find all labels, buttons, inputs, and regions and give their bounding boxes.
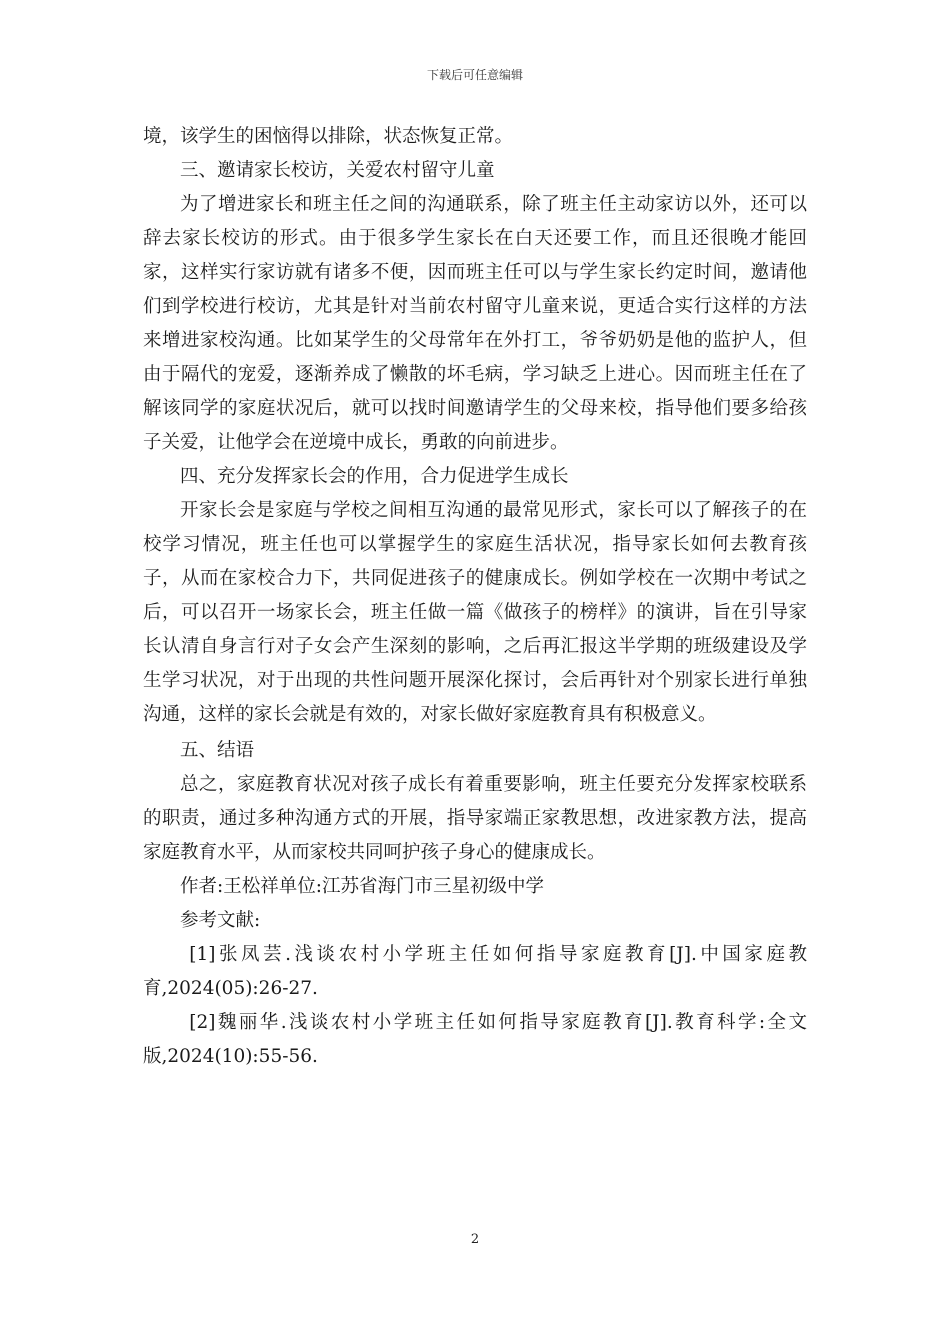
section-heading-3: 三、邀请家长校访，关爱农村留守儿童 <box>180 160 495 181</box>
paragraph-continuation: 境，该学生的困恼得以排除，状态恢复正常。 <box>143 126 514 147</box>
document-body <box>143 120 807 1074</box>
references-title: 参考文献: <box>180 910 261 931</box>
reference-item-1: [1]张凤芸.浅谈农村小学班主任如何指导家庭教育[J].中国家庭教育,2024(05):26-27. <box>143 944 807 999</box>
paragraph-section-3: 为了增进家长和班主任之间的沟通联系，除了班主任主动家访以外，还可以辞去家长校访的形式。由于很多学生家长在白天还要工作，而且还很晚才能回家，这样实行家访就有诸多不便，因而班主任可以与学生家长约定时间，邀请他们到学校进行校访，尤其是针对当前农村留守儿童来说，更适合实行这样的方法来增进家校沟通。比如某学生的父母常年在外打工，爷爷奶奶是他的监护人，但由于隔代的宠爱，逐渐养成了懒散的坏毛病，学习缺乏上进心。因而班主任在了解该同学的家庭状况后，就可以找时间邀请学生的父母来校，指导他们要多给孩子关爱，让他学会在逆境中成长，勇敢的向前进步。 <box>143 194 807 453</box>
page-header: 下载后可任意编辑 <box>426 68 523 82</box>
paragraph-conclusion: 总之，家庭教育状况对孩子成长有着重要影响，班主任要充分发挥家校联系的职责，通过多种沟通方式的开展，指导家端正家教思想，改进家教方法，提高家庭教育水平，从而家校共同呵护孩子身心的健康成长。 <box>143 774 807 863</box>
author-line: 作者:王松祥单位:江苏省海门市三星初级中学 <box>180 876 544 897</box>
section-heading-5: 五、结语 <box>180 740 255 761</box>
section-heading-4: 四、充分发挥家长会的作用，合力促进学生成长 <box>180 466 569 487</box>
paragraph-section-4: 开家长会是家庭与学校之间相互沟通的最常见形式，家长可以了解孩子的在校学习情况，班主任也可以掌握学生的家庭生活状况，指导家长如何去教育孩子，从而在家校合力下，共同促进孩子的健康成长。例如学校在一次期中考试之后，可以召开一场家长会，班主任做一篇《做孩子的榜样》的演讲，旨在引导家长认清自身言行对子女会产生深刻的影响，之后再汇报这半学期的班级建设及学生学习状况，对于出现的共性问题开展深化探讨，会后再针对个别家长进行单独沟通，这样的家长会就是有效的，对家长做好家庭教育具有积极意义。 <box>143 500 807 725</box>
reference-item-2: [2]魏丽华.浅谈农村小学班主任如何指导家庭教育[J].教育科学:全文版,2024(10):55-56. <box>143 1012 807 1067</box>
page-number: 2 <box>470 1232 480 1247</box>
